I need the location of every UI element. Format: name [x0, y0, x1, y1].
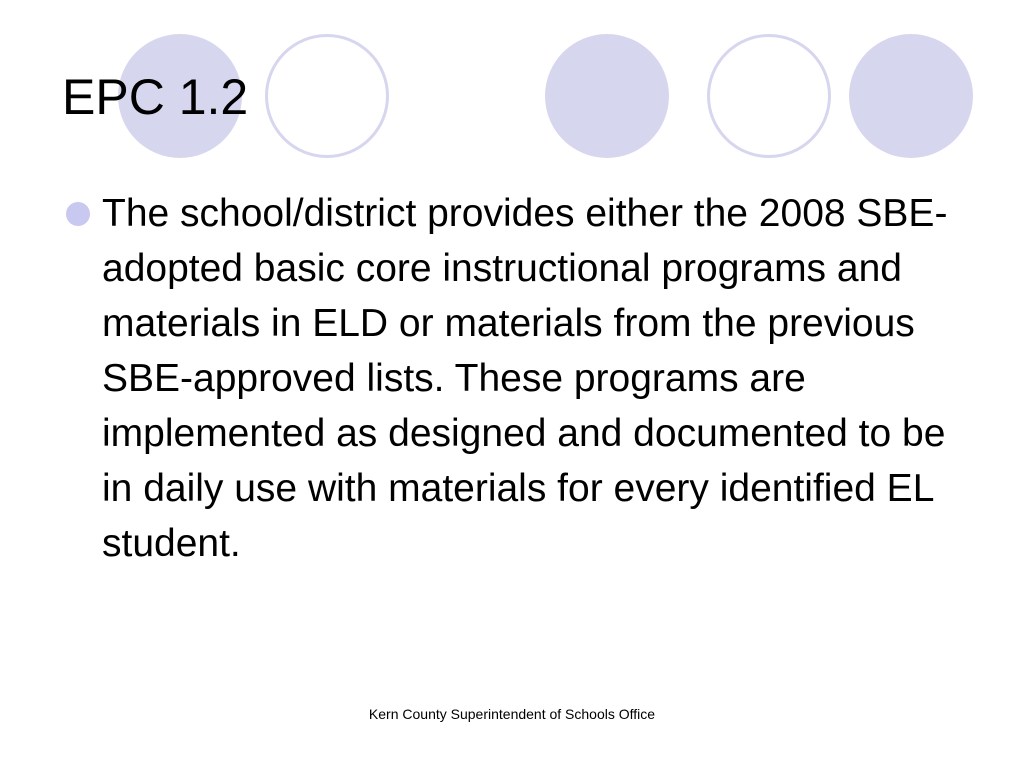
decorative-circle-2 [265, 34, 389, 158]
bullet-dot-icon [66, 202, 90, 226]
bullet-item [64, 186, 974, 571]
slide-title: EPC 1.2 [62, 69, 249, 125]
slide-footer: Kern County Superintendent of Schools Office [368, 706, 656, 722]
bullet-text: The school/district provides either the 2008 SBE-adopted basic core instructional programs and materials in ELD or materials from the previous SBE-approved lists. These programs are implemented as designed and documented to be in daily use with materials for every identified EL student. [102, 192, 948, 565]
decorative-circle-3 [545, 34, 669, 158]
decorative-circle-5 [849, 34, 973, 158]
slide-body [64, 186, 974, 571]
decorative-circle-4 [707, 34, 831, 158]
